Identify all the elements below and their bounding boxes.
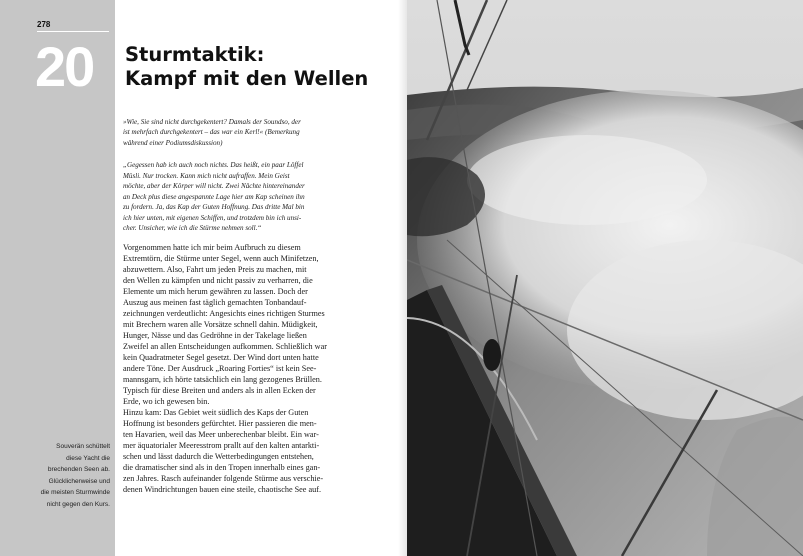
epigraph-line: »Wie, Sie sind nicht durchgekentert? Damals der Soundso, der	[123, 118, 301, 126]
caption-line: Souverän schüttelt	[56, 443, 110, 450]
body-line: Extremtörn, die Stürme unter Segel, wenn auch Minifetzen,	[123, 254, 319, 263]
quote-line: zu fordern. Ja, das Kap der Guten Hoffnung. Das dritte Mal bin	[123, 203, 305, 211]
body-line: Zweifel an allen Entscheidungen aufkommen. Schließlich war	[123, 342, 327, 351]
body-line: denen Windrichtungen bauen eine steile, chaotische See auf.	[123, 485, 321, 494]
body-line: Elemente um mich herum gewähren zu lassen. Doch der	[123, 287, 308, 296]
quote-line: an Deck plus diese angespannte Lage hier am Kap scheinen ihn	[123, 192, 305, 201]
caption-line: nicht gegen den Kurs.	[46, 500, 110, 508]
body-line: Hoffnung ist besonders gefürchtet. Hier passieren die men-	[123, 419, 317, 428]
epigraph-line: während einer Podiumsdiskussion)	[123, 138, 223, 147]
body-line: zeichnungen verdeutlicht: Angesichts eines richtigen Sturmes	[123, 309, 325, 318]
quote-line: möchte, aber der Körper will nicht. Zwei Nächte hintereinander	[123, 182, 305, 190]
chapter-title-line: Kampf mit den Wellen	[125, 67, 369, 90]
photo-caption	[22, 441, 110, 510]
chapter-title	[125, 43, 395, 91]
epigraph	[123, 117, 354, 148]
caption-line: Glücklicherweise und	[48, 477, 110, 485]
page-number: 278	[37, 20, 51, 29]
quote-line: cher. Unsicher, wie ich die Stürme nehmen soll.“	[123, 224, 262, 232]
body-line: mannsgarn, ich hörte tatsächlich ein lang gezogenes Brüllen.	[123, 375, 322, 384]
quote-line: „Gegessen hab ich auch noch nichts. Das heißt, ein paar Löffel	[123, 161, 304, 169]
body-line: Hunger, Nässe und das Gedröhne in der Takelage ließen	[123, 331, 307, 340]
body-line: ten Havarien, weil das Meer unberechenbar bleibt. Ein war-	[123, 430, 319, 439]
body-line: andere Töne. Der Ausdruck „Roaring Forties“ ist kein See-	[123, 364, 317, 373]
body-line: abzuwettern. Also, Fahrt um jeden Preis zu machen, mit	[123, 265, 307, 274]
logbook-quote	[123, 160, 354, 234]
sailing-yacht-in-storm-photo	[407, 0, 803, 556]
caption-line: brechenden Seen ab.	[47, 466, 110, 473]
chapter-number: 20	[35, 35, 94, 98]
chapter-title-line: Sturmtaktik:	[125, 43, 265, 66]
body-line: zen Jahres. Rasch aufeinander folgende Stürme aus verschie-	[123, 474, 324, 483]
body-line: den Wellen zu kämpfen und nicht passiv zu verharren, die	[123, 276, 313, 285]
epigraph-line: ist mehrfach durchgekentert – das war ein Kerl!« (Bemerkung	[123, 128, 300, 137]
body-line: Erde, wo ich gewesen bin.	[123, 397, 210, 406]
caption-line: diese Yacht die	[66, 454, 110, 462]
body-line: Typisch für diese Breiten und anders als in allen Ecken der	[123, 386, 316, 395]
body-text	[123, 242, 354, 495]
chapter-sidebar	[0, 0, 115, 556]
quote-line: Müsli. Nur trocken. Kann mich nicht aufraffen. Mein Geist	[123, 171, 290, 180]
body-line: Auszug aus meinen fast täglich gemachten Tonbandauf-	[123, 298, 307, 307]
caption-line: die meisten Sturmwinde	[40, 489, 110, 496]
body-line: mer äquatorialer Meeresstrom prallt auf den kalten antarkti-	[123, 441, 320, 450]
body-line: mit Brechern waren alle Vorsätze schnell dahin. Müdigkeit,	[123, 320, 318, 329]
body-line: schen und lässt dadurch die Wetterbedingungen entstehen,	[123, 452, 314, 461]
body-line: Vorgenommen hatte ich mir beim Aufbruch zu diesem	[123, 243, 301, 252]
body-line: Hinzu kam: Das Gebiet weit südlich des Kaps der Guten	[123, 408, 309, 417]
body-line: die dramatischer sind als in den Tropen innerhalb eines gan-	[123, 463, 321, 472]
body-line: kein Quadratmeter Segel gesetzt. Der Wind dort unten hatte	[123, 353, 319, 362]
quote-line: ich hier unten, mit eigenen Schiffen, und trotzdem bin ich unsi-	[123, 213, 302, 222]
sidebar-divider	[37, 31, 109, 32]
